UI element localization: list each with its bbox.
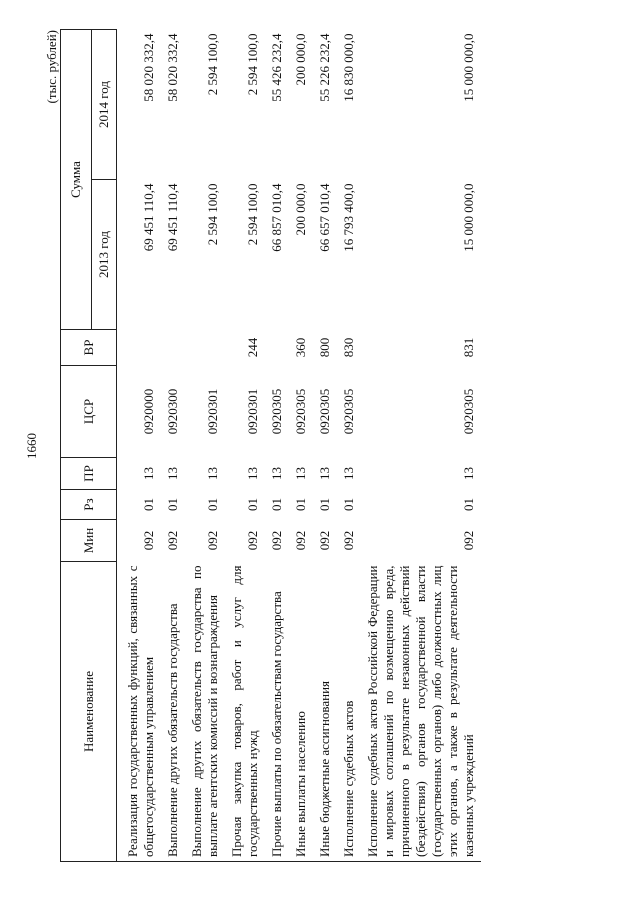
table-row <box>161 30 185 862</box>
row-min: 092 <box>141 530 156 551</box>
row-name: Иные бюджетные ассигнования <box>313 562 337 862</box>
row-amount-2014: 16 830 000,0 <box>341 33 356 102</box>
row-amount-2014: 200 000,0 <box>293 33 308 86</box>
header-2013: 2013 год <box>92 180 117 330</box>
row-csr: 0920300 <box>165 388 180 435</box>
page-number: 1660 <box>24 433 39 459</box>
table-row <box>225 30 265 862</box>
row-name: Прочая закупка товаров, работ и услуг для государственных нужд <box>225 562 265 862</box>
row-vr <box>117 330 162 366</box>
row-rz: 01 <box>341 498 356 511</box>
header-sum: Сумма <box>61 30 92 330</box>
row-amount-2014: 55 226 232,4 <box>317 33 332 102</box>
row-csr: 0920305 <box>341 388 356 435</box>
row-amount-2013: 16 793 400,0 <box>341 183 356 252</box>
row-rz: 01 <box>245 498 260 511</box>
table-row <box>313 30 337 862</box>
row-rz: 01 <box>205 498 220 511</box>
row-min: 092 <box>461 530 476 551</box>
row-amount-2013: 66 857 010,4 <box>269 183 284 252</box>
row-amount-2014: 58 020 332,4 <box>141 33 156 102</box>
row-vr: 244 <box>245 337 260 358</box>
row-pr: 13 <box>461 467 476 480</box>
row-amount-2014: 58 020 332,4 <box>165 33 180 102</box>
header-min: Мин <box>61 520 117 562</box>
row-amount-2013: 15 000 000,0 <box>461 183 476 252</box>
budget-table <box>60 29 481 862</box>
row-amount-2014: 2 594 100,0 <box>245 33 260 96</box>
header-csr: ЦСР <box>61 366 117 458</box>
row-amount-2013: 2 594 100,0 <box>245 183 260 246</box>
row-name: Прочие выплаты по обязательствам государства <box>265 562 289 862</box>
row-amount-2014: 2 594 100,0 <box>205 33 220 96</box>
row-pr: 13 <box>341 467 356 480</box>
row-vr: 800 <box>317 337 332 358</box>
row-csr: 0920305 <box>461 388 476 435</box>
row-amount-2013: 69 451 110,4 <box>141 183 156 252</box>
row-pr: 13 <box>141 467 156 480</box>
row-rz: 01 <box>165 498 180 511</box>
header-row <box>61 30 92 862</box>
row-pr: 13 <box>205 467 220 480</box>
row-min: 092 <box>165 530 180 551</box>
row-amount-2013: 200 000,0 <box>293 183 308 236</box>
row-vr: 830 <box>341 337 356 358</box>
row-min: 092 <box>245 530 260 551</box>
header-pr: ПР <box>61 458 117 490</box>
row-pr: 13 <box>293 467 308 480</box>
table-row <box>265 30 289 862</box>
row-amount-2013: 66 657 010,4 <box>317 183 332 252</box>
table-row <box>361 30 481 862</box>
table-row <box>289 30 313 862</box>
row-min: 092 <box>317 530 332 551</box>
table-row <box>117 30 162 862</box>
row-name: Реализация государственных функций, связанных с общегосударственным управлением <box>117 562 162 862</box>
row-name: Исполнение судебных актов <box>337 562 361 862</box>
row-amount-2014: 15 000 000,0 <box>461 33 476 102</box>
row-pr: 13 <box>245 467 260 480</box>
row-csr: 0920000 <box>141 388 156 435</box>
row-vr <box>161 330 185 366</box>
table-row <box>337 30 361 862</box>
rotated-page <box>24 30 600 862</box>
row-min: 092 <box>205 530 220 551</box>
row-pr: 13 <box>317 467 332 480</box>
row-amount-2013: 2 594 100,0 <box>205 183 220 246</box>
row-csr: 0920301 <box>205 388 220 435</box>
row-csr: 0920305 <box>269 388 284 435</box>
row-amount-2014: 55 426 232,4 <box>269 33 284 102</box>
row-pr: 13 <box>269 467 284 480</box>
row-min: 092 <box>269 530 284 551</box>
row-name: Выполнение других обязательств государства по выплате агентских комиссий и вознаграждения <box>185 562 225 862</box>
header-vr: ВР <box>61 330 117 366</box>
row-name: Исполнение судебных актов Российской Федерации и мировых соглашений по возмещению вреда, причиненного в результате незаконных действий (бездействия) органов государственной власти (государственных органов) либо должностных лиц этих органов, а также в результате деятельности казенных учреждений <box>361 562 481 862</box>
row-vr: 360 <box>293 337 308 358</box>
row-name: Выполнение других обязательств государства <box>161 562 185 862</box>
row-rz: 01 <box>293 498 308 511</box>
header-name: Наименование <box>61 562 117 862</box>
row-csr: 0920305 <box>317 388 332 435</box>
row-vr: 831 <box>461 337 476 358</box>
row-vr <box>265 330 289 366</box>
row-min: 092 <box>293 530 308 551</box>
row-vr <box>185 330 225 366</box>
row-min: 092 <box>341 530 356 551</box>
table-row <box>185 30 225 862</box>
row-name: Иные выплаты населению <box>289 562 313 862</box>
row-rz: 01 <box>269 498 284 511</box>
row-amount-2013: 69 451 110,4 <box>165 183 180 252</box>
row-rz: 01 <box>141 498 156 511</box>
row-csr: 0920305 <box>293 388 308 435</box>
row-rz: 01 <box>317 498 332 511</box>
header-2014: 2014 год <box>92 30 117 180</box>
row-rz: 01 <box>461 498 476 511</box>
row-pr: 13 <box>165 467 180 480</box>
row-csr: 0920301 <box>245 388 260 435</box>
units-label: (тыс. рублей) <box>44 30 59 104</box>
header-rz: Рз <box>61 490 117 520</box>
